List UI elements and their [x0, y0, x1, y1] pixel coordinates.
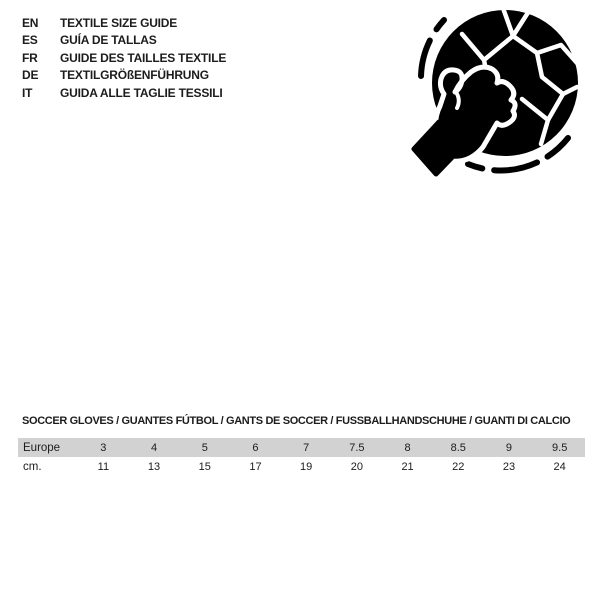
lang-code-en: EN [22, 16, 39, 30]
size-cell: 11 [97, 460, 110, 473]
size-cell: 13 [147, 460, 161, 473]
lang-label-it: GUIDA ALLE TAGLIE TESSILI [60, 85, 223, 100]
size-cell: 8.5 [450, 441, 466, 454]
size-cell: 8 [404, 441, 411, 454]
lang-code-fr: FR [22, 50, 38, 65]
size-cell: 22 [452, 460, 465, 473]
size-cell: 9 [505, 441, 513, 454]
lang-label-es: GUÍA DE TALLAS [60, 33, 157, 48]
lang-code-es: ES [22, 33, 38, 48]
lang-row-fr [22, 50, 226, 67]
size-cell: 20 [350, 460, 363, 473]
size-row-cm [18, 457, 585, 476]
size-cell: 17 [249, 460, 262, 473]
lang-label-de: TEXTILGRÖßENFÜHRUNG [60, 68, 209, 83]
size-cell: 7.5 [349, 441, 365, 454]
lang-code-it: IT [22, 85, 33, 100]
size-row-cm-label: cm. [23, 460, 42, 473]
size-cell: 15 [198, 460, 211, 473]
size-row-europe [18, 438, 585, 457]
size-cell: 19 [300, 460, 313, 473]
language-title-list [22, 15, 226, 102]
size-table [18, 438, 585, 476]
size-cell: 24 [553, 460, 566, 473]
size-cell: 4 [150, 441, 158, 454]
lang-label-fr: GUIDE DES TAILLES TEXTILE [60, 50, 227, 65]
goalkeeper-glove-ball-icon [400, 0, 600, 200]
size-cell: 23 [502, 460, 516, 473]
size-cell: 6 [252, 441, 259, 454]
size-cell: 3 [100, 441, 107, 454]
lang-row-it [22, 85, 226, 102]
size-cell: 5 [201, 441, 208, 454]
size-cell: 9.5 [552, 441, 568, 454]
lang-row-es [22, 32, 226, 49]
lang-code-de: DE [22, 68, 39, 83]
size-cell: 21 [401, 460, 414, 473]
size-row-europe-label: Europe [23, 441, 61, 454]
size-table-title: SOCCER GLOVES / GUANTES FÚTBOL / GANTS DE SOCCER / FUSSBALLHANDSCHUHE / GUANTI DI CALCIO [22, 415, 571, 427]
lang-label-en: TEXTILE SIZE GUIDE [60, 16, 178, 30]
lang-row-en [22, 15, 226, 32]
size-cell: 7 [303, 441, 310, 454]
lang-row-de [22, 67, 226, 84]
